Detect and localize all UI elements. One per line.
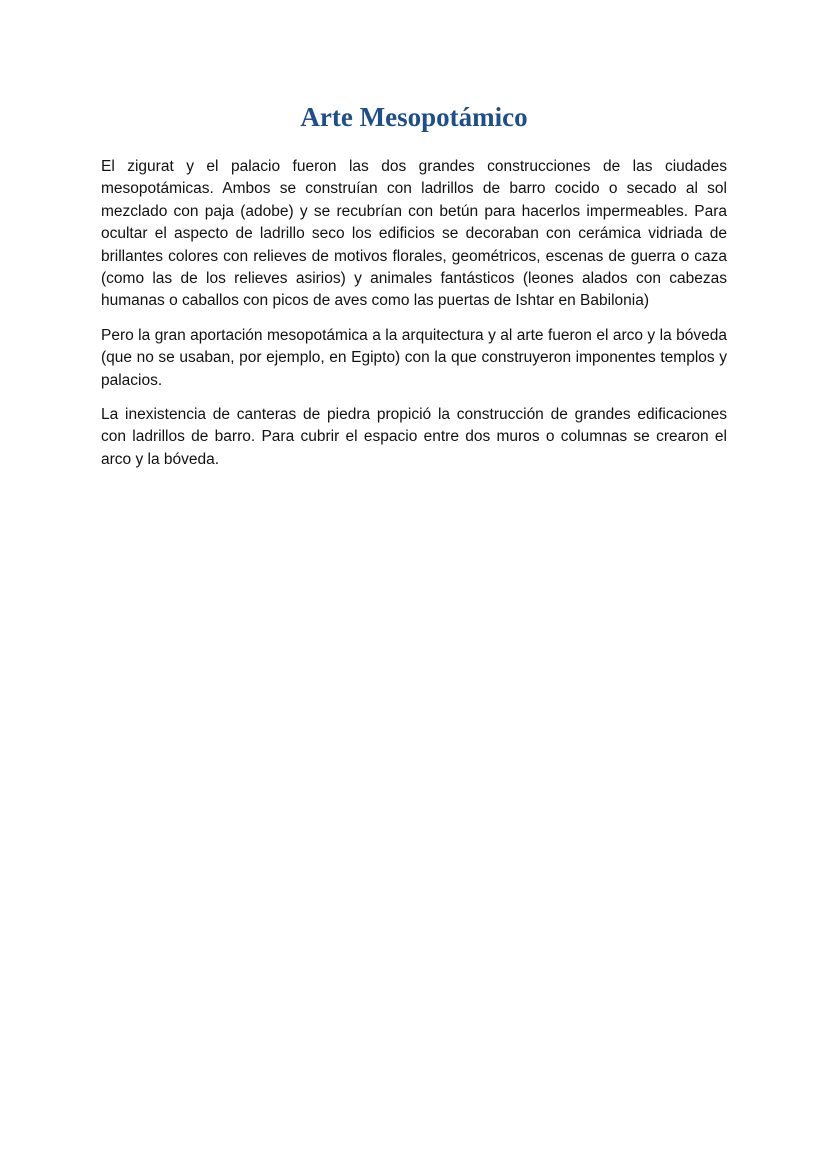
paragraph-zigurat: El zigurat y el palacio fueron las dos grandes construcciones de las ciudades mesopotámicas. Ambos se construían con ladrillos de barro cocido o secado al sol mezclado con paja (adobe) y se recubrían con betún para hacerlos impermeables. Para ocultar el aspecto de ladrillo seco los edificios se decoraban con cerámica vidriada de brillantes colores con relieves de motivos florales, geométricos, escenas de guerra o caza (como las de los relieves asirios) y animales fantásticos (leones alados con cabezas humanas o caballos con picos de aves como las puertas de Ishtar en Babilonia) [101,158,727,310]
document-body [101,156,727,471]
paragraph-canteras: La inexistencia de canteras de piedra propició la construcción de grandes edificaciones con ladrillos de barro. Para cubrir el espacio entre dos muros o columnas se crearon el arco y la bóveda. [101,406,727,468]
page-title: Arte Mesopotámico [300,102,528,132]
paragraph-arco-boveda: Pero la gran aportación mesopotámica a la arquitectura y al arte fueron el arco y la bóveda (que no se usaban, por ejemplo, en Egipto) con la que construyeron imponentes templos y palacios. [101,326,727,389]
